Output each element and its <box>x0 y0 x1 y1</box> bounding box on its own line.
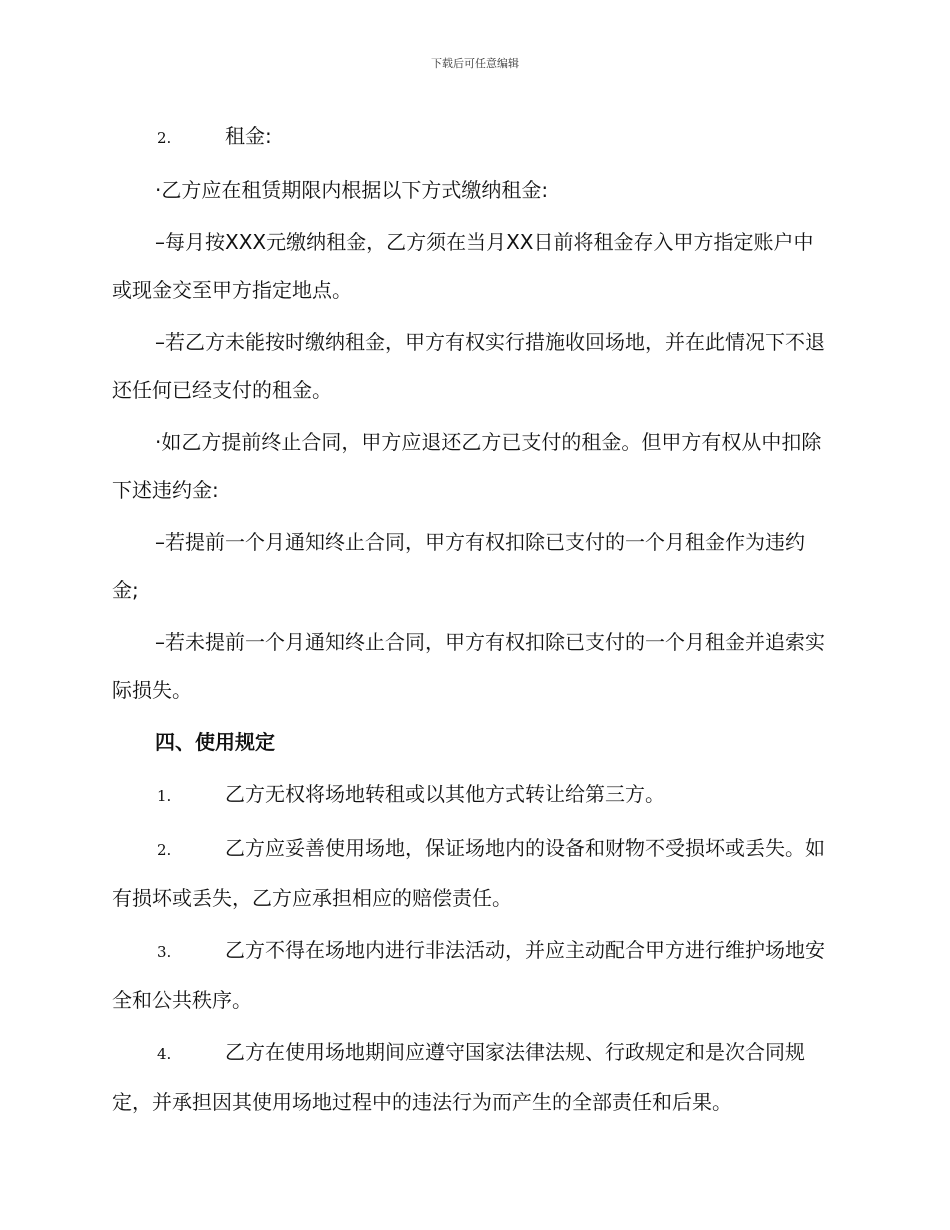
rent-item: ·乙方应在租赁期限内根据以下方式缴纳租金: <box>155 178 549 202</box>
clause-title: 租金: <box>225 124 272 148</box>
section-heading: 四、使用规定 <box>155 730 275 754</box>
rule-text: 乙方不得在场地内进行非法活动，并应主动配合甲方进行维护场地安全和公共秩序。 <box>112 938 825 1012</box>
usage-rule <box>112 1028 827 1126</box>
rule-text: 乙方应妥善使用场地，保证场地内的设备和财物不受损坏或丢失。如有损坏或丢失，乙方应承担相应的赔偿责任。 <box>112 836 825 910</box>
rent-item: ·如乙方提前终止合同，甲方应退还乙方已支付的租金。但甲方有权从中扣除下述违约金: <box>112 430 822 502</box>
document-body <box>112 112 827 1130</box>
rule-number: 2. <box>157 841 172 859</box>
rent-item: –若乙方未能按时缴纳租金，甲方有权实行措施收回场地，并在此情况下不退还任何已经支付的租金。 <box>112 330 825 402</box>
usage-rule <box>112 824 827 922</box>
rent-item: –若未提前一个月通知终止合同，甲方有权扣除已支付的一个月租金并追索实际损失。 <box>112 630 825 702</box>
usage-rule <box>112 926 827 1024</box>
usage-rule <box>112 770 827 820</box>
rule-text: 乙方无权将场地转租或以其他方式转让给第三方。 <box>225 782 665 806</box>
page-header: 下载后可任意编辑 <box>431 57 519 70</box>
rule-text: 乙方在使用场地期间应遵守国家法律法规、行政规定和是次合同规定，并承担因其使用场地过程中的违法行为而产生的全部责任和后果。 <box>112 1040 805 1114</box>
clause-number: 2. <box>157 129 172 147</box>
rule-number: 1. <box>157 787 172 805</box>
rent-item: –每月按XXX元缴纳租金，乙方须在当月XX日前将租金存入甲方指定账户中或现金交至甲方指定地点。 <box>112 230 814 302</box>
rent-item: –若提前一个月通知终止合同，甲方有权扣除已支付的一个月租金作为违约金; <box>112 530 805 602</box>
rent-clause-title <box>112 112 827 162</box>
rule-number: 4. <box>157 1045 172 1063</box>
rule-number: 3. <box>157 943 172 961</box>
